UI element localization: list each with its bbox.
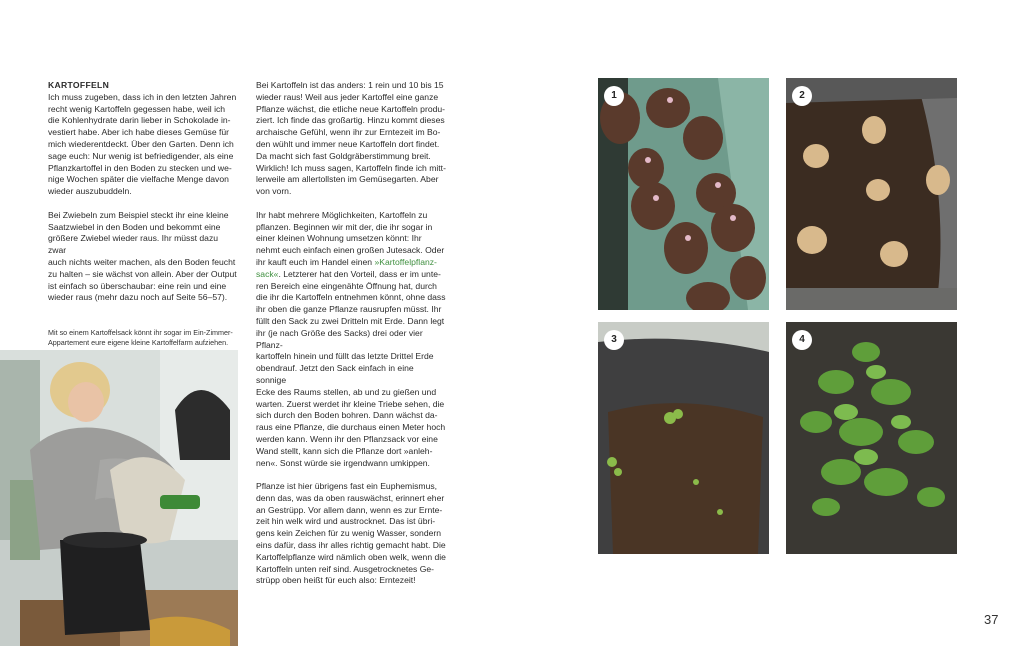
paragraph-text: Ihr habt mehrere Möglichkeiten, Kartoffeln zu pflanzen. Beginnen wir mit der, die ihr sogar in einer kleinen Wohnung umsetzen könnt: Ihr nehmt euch einfach einen großen Jutesack. Oder ihr kauft euch im Handel einen — [256, 209, 445, 267]
paragraph: Bei Kartoffeln ist das anders: 1 rein und 10 bis 15 wieder raus! Weil aus jeder Kartoffel eine ganze Pflanze wächst, die etliche neue Kartoffeln produ- ziert. Ich finde das großartig. Hinzu kommt dieses archaische Gefühl, wenn ihr zur Erntezeit im Bo- den wühlt und immer neue Kartoffeln dort findet. Da macht sich fast Goldgräberstimmung breit. Wirklich! Ich muss sagen, Kartoffeln finde ich mitt- lerweile am allertollsten im Gemüsegarten. Aber von vorn. — [256, 80, 446, 197]
photo-caption: Mit so einem Kartoffelsack könnt ihr sogar im Ein-Zimmer- Appartement eure eigene kleine Kartoffelfarm aufziehen. — [48, 328, 233, 347]
paragraph: Bei Zwiebeln zum Beispiel steckt ihr eine kleine Saatzwiebel in den Boden und bekommt eine größere Zwiebel wieder raus. Ihr müsst dazu zwar auch nichts weiter machen, als den Boden feucht zu halten – sie wächst von allein. Aber der Output ist einfach so überschaubar: eine rein und eine wieder raus (mehr dazu noch auf Seite 56–57). — [48, 209, 237, 303]
photo-step-2-potatoes-on-soil — [786, 78, 957, 310]
step-badge: 2 — [792, 86, 812, 106]
photo-woman-planting — [0, 350, 238, 646]
paragraph-text: . Letzterer hat den Vorteil, dass er im unte- ren Bereich eine eingenähte Öffnung hat, durch die ihr die Kartoffeln entnehmen könnt, ohne dass ihr oben die ganze Pflanze rausrupfen müsst. Ihr füllt den Sack zu zwei Dritteln mit Erde. Dann legt ihr (je nach Größe des Sacks) drei oder vier Pflanz- kartoffeln hinein und füllt das letzte Drittel Erde obendrauf. Jetzt den Sack einfach in eine sonnige Ecke des Raums stellen, ab und zu gießen und warten. Zuerst werdet ihr kleine Triebe sehen, die sich durch den Boden bohren. Dann wächst da- raus eine Pflanze, die durchaus einen Meter hoch werden kann. Wenn ihr den Pflanzsack vor eine Wand stellt, kann sich die Pflanze dort »anleh- nen«. Sonst würde sie irgendwann umkippen. — [256, 268, 446, 468]
text-column-left — [48, 80, 238, 316]
text-column-middle — [256, 80, 446, 599]
section-heading: KARTOFFELN — [48, 80, 110, 90]
step-badge: 1 — [604, 86, 624, 106]
paragraph — [256, 210, 446, 470]
paragraph: Ich muss zugeben, dass ich in den letzten Jahren recht wenig Kartoffeln gegessen habe, weil ich die Kohlenhydrate darin lieber in Schokolade in- vestiert habe. Aber ich habe dieses Gemüse für mich wiederentdeckt. Über den Garten. Denn ich sage euch: Nur wenig ist befriedigender, als eine Pflanzkartoffel in den Boden zu stecken und we- nige Wochen später die vielfache Menge davon wieder auszubuddeln. — [48, 91, 237, 197]
product-term-highlight: »Kartoffelpflanz- sack« — [256, 256, 437, 279]
photo-step-1-sprouting-potatoes — [598, 78, 769, 310]
page-number: 37 — [984, 612, 999, 627]
photo-step-4-grown-plants — [786, 322, 957, 554]
photo-step-3-first-sprouts — [598, 322, 769, 554]
paragraph: Pflanze ist hier übrigens fast ein Euphemismus, denn das, was da oben rauswächst, erinnert eher an Gestrüpp. Vor allem dann, wenn es zur Ernte- zeit hin welk wird und austrocknet. Das ist übri- gens kein Zeichen für zu wenig Wasser, sondern eins dafür, dass ihr alles richtig gemacht habt. Die Kartoffelpflanze wird nämlich oben welk, wenn die Kartoffeln unten reif sind. Ausgetrocknetes Ge- strüpp oben heißt für euch also: Erntezeit! — [256, 481, 446, 586]
step-badge: 3 — [604, 330, 624, 350]
step-badge: 4 — [792, 330, 812, 350]
